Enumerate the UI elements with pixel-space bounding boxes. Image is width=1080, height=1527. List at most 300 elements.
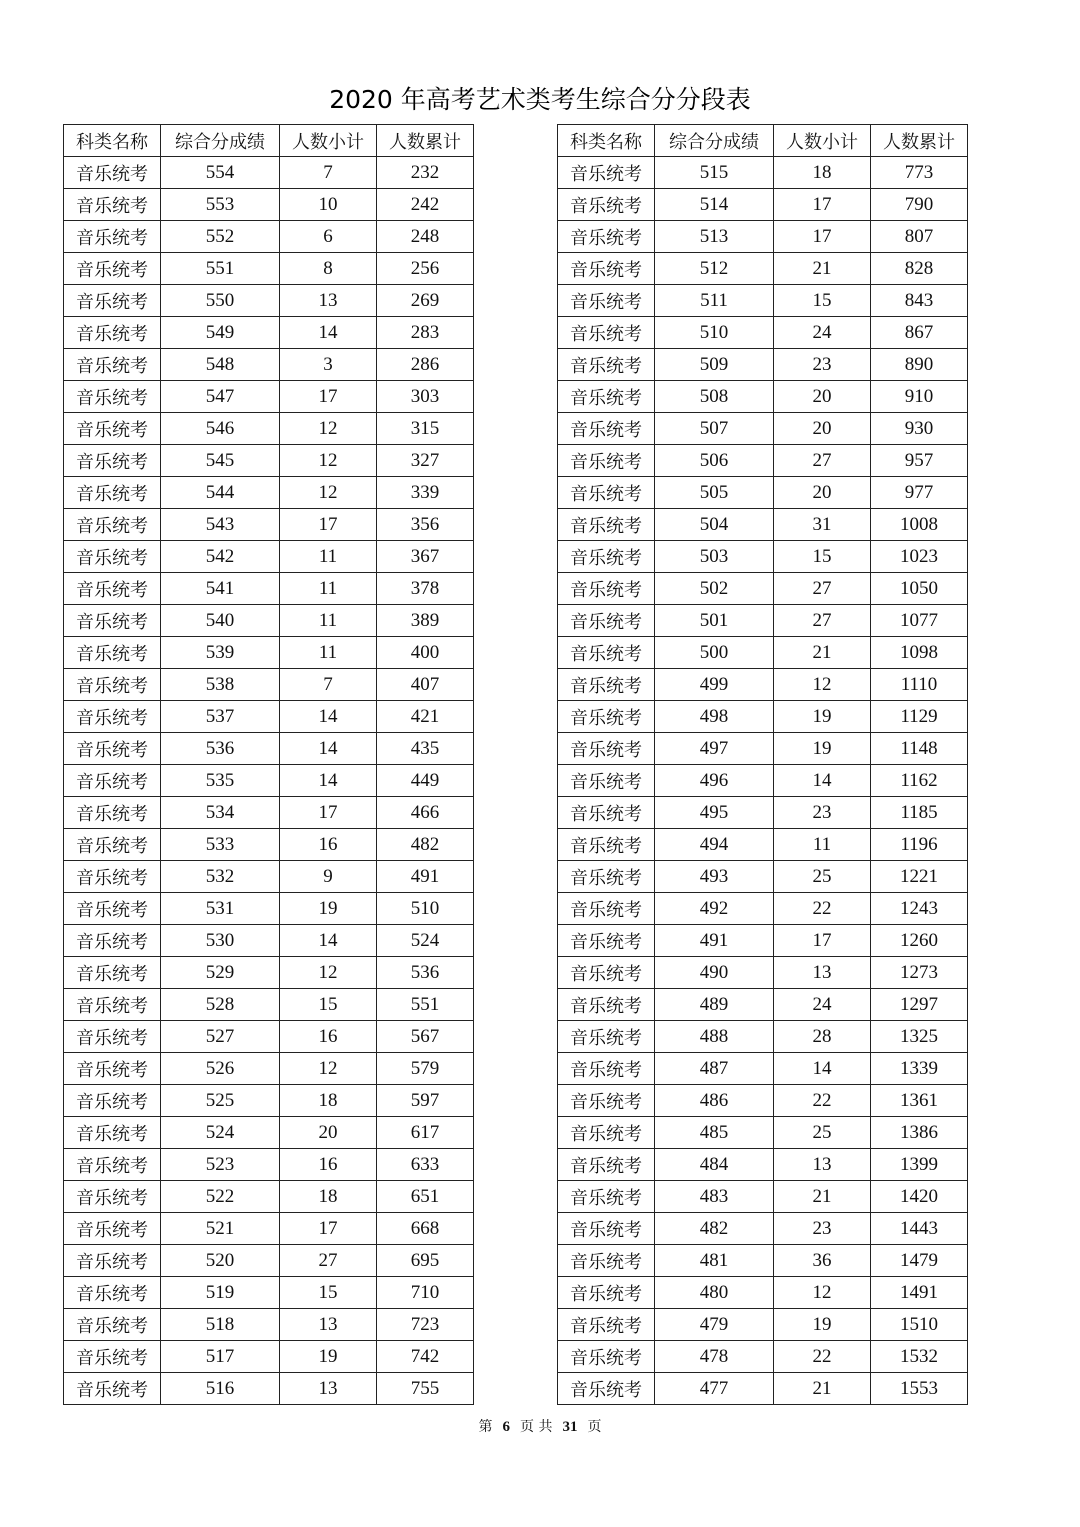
cell-category: 音乐统考 — [64, 925, 161, 957]
cell-cumulative: 449 — [377, 765, 474, 797]
cell-category: 音乐统考 — [558, 157, 655, 189]
table-row — [558, 765, 968, 797]
cell-cumulative: 256 — [377, 253, 474, 285]
cell-score: 482 — [655, 1213, 774, 1245]
cell-count: 14 — [280, 317, 377, 349]
table-row — [558, 797, 968, 829]
cell-category: 音乐统考 — [64, 1181, 161, 1213]
cell-category: 音乐统考 — [64, 829, 161, 861]
cell-category: 音乐统考 — [64, 1053, 161, 1085]
cell-score: 522 — [161, 1181, 280, 1213]
cell-category: 音乐统考 — [64, 1309, 161, 1341]
cell-score: 509 — [655, 349, 774, 381]
cell-count: 6 — [280, 221, 377, 253]
cell-cumulative: 303 — [377, 381, 474, 413]
cell-count: 11 — [280, 637, 377, 669]
cell-cumulative: 597 — [377, 1085, 474, 1117]
cell-count: 21 — [774, 253, 871, 285]
cell-cumulative: 435 — [377, 733, 474, 765]
cell-category: 音乐统考 — [64, 285, 161, 317]
cell-cumulative: 1339 — [871, 1053, 968, 1085]
table-row — [64, 797, 474, 829]
cell-cumulative: 723 — [377, 1309, 474, 1341]
table-row — [64, 381, 474, 413]
table-row — [64, 765, 474, 797]
cell-category: 音乐统考 — [558, 541, 655, 573]
cell-category: 音乐统考 — [558, 573, 655, 605]
cell-score: 529 — [161, 957, 280, 989]
table-row — [558, 1053, 968, 1085]
cell-category: 音乐统考 — [64, 957, 161, 989]
cell-category: 音乐统考 — [558, 1373, 655, 1405]
cell-score: 527 — [161, 1021, 280, 1053]
table-row — [64, 989, 474, 1021]
cell-cumulative: 867 — [871, 317, 968, 349]
cell-score: 520 — [161, 1245, 280, 1277]
cell-count: 12 — [280, 477, 377, 509]
header-category: 科类名称 — [64, 125, 161, 157]
cell-category: 音乐统考 — [558, 605, 655, 637]
cell-cumulative: 421 — [377, 701, 474, 733]
cell-score: 491 — [655, 925, 774, 957]
table-row — [64, 349, 474, 381]
cell-count: 21 — [774, 637, 871, 669]
cell-count: 12 — [774, 669, 871, 701]
table-row — [558, 445, 968, 477]
cell-score: 540 — [161, 605, 280, 637]
table-row — [558, 1341, 968, 1373]
cell-count: 8 — [280, 253, 377, 285]
cell-score: 518 — [161, 1309, 280, 1341]
cell-count: 16 — [280, 829, 377, 861]
footer-suffix: 页 — [587, 1419, 602, 1435]
cell-score: 550 — [161, 285, 280, 317]
cell-count: 22 — [774, 1085, 871, 1117]
table-row — [64, 605, 474, 637]
table-row — [64, 701, 474, 733]
table-row — [64, 1277, 474, 1309]
cell-count: 11 — [280, 541, 377, 573]
cell-category: 音乐统考 — [558, 1181, 655, 1213]
cell-cumulative: 828 — [871, 253, 968, 285]
cell-category: 音乐统考 — [64, 157, 161, 189]
cell-score: 549 — [161, 317, 280, 349]
table-row — [558, 733, 968, 765]
cell-score: 519 — [161, 1277, 280, 1309]
cell-count: 22 — [774, 1341, 871, 1373]
cell-cumulative: 790 — [871, 189, 968, 221]
cell-cumulative: 1129 — [871, 701, 968, 733]
cell-score: 505 — [655, 477, 774, 509]
cell-count: 13 — [774, 957, 871, 989]
cell-score: 503 — [655, 541, 774, 573]
cell-cumulative: 389 — [377, 605, 474, 637]
cell-count: 23 — [774, 1213, 871, 1245]
cell-count: 31 — [774, 509, 871, 541]
cell-score: 528 — [161, 989, 280, 1021]
header-category: 科类名称 — [558, 125, 655, 157]
footer-mid: 页 共 — [520, 1419, 553, 1435]
cell-count: 11 — [280, 573, 377, 605]
table-row — [558, 1213, 968, 1245]
cell-score: 547 — [161, 381, 280, 413]
cell-cumulative: 1162 — [871, 765, 968, 797]
cell-cumulative: 977 — [871, 477, 968, 509]
cell-count: 22 — [774, 893, 871, 925]
cell-category: 音乐统考 — [558, 797, 655, 829]
cell-cumulative: 400 — [377, 637, 474, 669]
cell-cumulative: 1148 — [871, 733, 968, 765]
cell-cumulative: 1221 — [871, 861, 968, 893]
cell-count: 12 — [280, 957, 377, 989]
cell-score: 486 — [655, 1085, 774, 1117]
page-footer — [0, 1416, 1080, 1438]
cell-score: 489 — [655, 989, 774, 1021]
cell-cumulative: 695 — [377, 1245, 474, 1277]
cell-count: 24 — [774, 317, 871, 349]
table-row — [558, 1085, 968, 1117]
cell-cumulative: 1110 — [871, 669, 968, 701]
table-row — [558, 349, 968, 381]
table-row — [64, 1021, 474, 1053]
table-row — [64, 189, 474, 221]
cell-cumulative: 617 — [377, 1117, 474, 1149]
cell-score: 554 — [161, 157, 280, 189]
cell-score: 544 — [161, 477, 280, 509]
cell-cumulative: 286 — [377, 349, 474, 381]
cell-cumulative: 1023 — [871, 541, 968, 573]
page-title: 2020 年高考艺术类考生综合分分段表 — [329, 85, 751, 114]
cell-count: 21 — [774, 1373, 871, 1405]
cell-count: 14 — [280, 733, 377, 765]
cell-cumulative: 510 — [377, 893, 474, 925]
cell-score: 485 — [655, 1117, 774, 1149]
cell-count: 13 — [280, 285, 377, 317]
cell-score: 545 — [161, 445, 280, 477]
cell-score: 487 — [655, 1053, 774, 1085]
cell-category: 音乐统考 — [558, 989, 655, 1021]
cell-count: 19 — [280, 893, 377, 925]
cell-score: 514 — [655, 189, 774, 221]
cell-score: 510 — [655, 317, 774, 349]
cell-count: 15 — [774, 541, 871, 573]
cell-count: 19 — [280, 1341, 377, 1373]
cell-category: 音乐统考 — [64, 1341, 161, 1373]
table-row — [64, 1085, 474, 1117]
cell-score: 538 — [161, 669, 280, 701]
cell-count: 14 — [280, 701, 377, 733]
table-row — [64, 957, 474, 989]
cell-score: 504 — [655, 509, 774, 541]
cell-score: 506 — [655, 445, 774, 477]
cell-score: 478 — [655, 1341, 774, 1373]
table-row — [558, 605, 968, 637]
cell-count: 23 — [774, 797, 871, 829]
cell-score: 536 — [161, 733, 280, 765]
cell-cumulative: 1196 — [871, 829, 968, 861]
cell-cumulative: 579 — [377, 1053, 474, 1085]
table-row — [64, 445, 474, 477]
cell-count: 17 — [280, 1213, 377, 1245]
cell-cumulative: 1243 — [871, 893, 968, 925]
table-row — [64, 221, 474, 253]
table-header-row — [64, 125, 474, 157]
table-row — [558, 1309, 968, 1341]
table-row — [64, 1181, 474, 1213]
cell-cumulative: 1008 — [871, 509, 968, 541]
table-row — [558, 957, 968, 989]
cell-cumulative: 1532 — [871, 1341, 968, 1373]
cell-category: 音乐统考 — [64, 1373, 161, 1405]
table-row — [558, 413, 968, 445]
cell-category: 音乐统考 — [558, 893, 655, 925]
cell-score: 512 — [655, 253, 774, 285]
cell-category: 音乐统考 — [558, 701, 655, 733]
cell-count: 15 — [774, 285, 871, 317]
cell-score: 498 — [655, 701, 774, 733]
cell-cumulative: 1273 — [871, 957, 968, 989]
table-row — [64, 733, 474, 765]
table-row — [64, 573, 474, 605]
footer-total-pages: 31 — [562, 1419, 578, 1435]
cell-count: 25 — [774, 861, 871, 893]
cell-score: 481 — [655, 1245, 774, 1277]
cell-category: 音乐统考 — [558, 925, 655, 957]
cell-score: 531 — [161, 893, 280, 925]
cell-score: 526 — [161, 1053, 280, 1085]
footer-page-number: 6 — [502, 1419, 511, 1435]
cell-category: 音乐统考 — [64, 253, 161, 285]
table-row — [64, 829, 474, 861]
cell-score: 483 — [655, 1181, 774, 1213]
table-row — [558, 189, 968, 221]
cell-count: 28 — [774, 1021, 871, 1053]
cell-cumulative: 339 — [377, 477, 474, 509]
cell-score: 508 — [655, 381, 774, 413]
score-table-right — [557, 124, 968, 1405]
cell-category: 音乐统考 — [64, 573, 161, 605]
table-row — [558, 381, 968, 413]
table-row — [64, 317, 474, 349]
cell-category: 音乐统考 — [64, 797, 161, 829]
cell-score: 492 — [655, 893, 774, 925]
cell-category: 音乐统考 — [64, 1021, 161, 1053]
cell-count: 12 — [280, 413, 377, 445]
cell-cumulative: 807 — [871, 221, 968, 253]
cell-category: 音乐统考 — [64, 509, 161, 541]
cell-category: 音乐统考 — [64, 1117, 161, 1149]
cell-category: 音乐统考 — [558, 669, 655, 701]
cell-cumulative: 633 — [377, 1149, 474, 1181]
cell-cumulative: 843 — [871, 285, 968, 317]
cell-score: 534 — [161, 797, 280, 829]
table-row — [558, 573, 968, 605]
cell-category: 音乐统考 — [64, 1213, 161, 1245]
table-row — [558, 317, 968, 349]
cell-count: 20 — [280, 1117, 377, 1149]
cell-count: 17 — [280, 381, 377, 413]
cell-category: 音乐统考 — [64, 701, 161, 733]
cell-score: 533 — [161, 829, 280, 861]
table-row — [64, 1117, 474, 1149]
table-row — [64, 637, 474, 669]
table-row — [64, 285, 474, 317]
table-row — [558, 893, 968, 925]
cell-count: 24 — [774, 989, 871, 1021]
cell-count: 17 — [280, 509, 377, 541]
cell-category: 音乐统考 — [64, 1277, 161, 1309]
cell-cumulative: 1479 — [871, 1245, 968, 1277]
cell-cumulative: 1297 — [871, 989, 968, 1021]
cell-count: 18 — [280, 1085, 377, 1117]
cell-count: 12 — [280, 1053, 377, 1085]
cell-score: 548 — [161, 349, 280, 381]
cell-count: 12 — [280, 445, 377, 477]
header-score: 综合分成绩 — [161, 125, 280, 157]
header-cumulative: 人数累计 — [871, 125, 968, 157]
header-cumulative: 人数累计 — [377, 125, 474, 157]
cell-cumulative: 1553 — [871, 1373, 968, 1405]
cell-count: 15 — [280, 1277, 377, 1309]
cell-count: 36 — [774, 1245, 871, 1277]
cell-count: 14 — [280, 925, 377, 957]
cell-category: 音乐统考 — [558, 829, 655, 861]
cell-cumulative: 491 — [377, 861, 474, 893]
cell-count: 19 — [774, 701, 871, 733]
cell-score: 501 — [655, 605, 774, 637]
cell-cumulative: 930 — [871, 413, 968, 445]
cell-score: 553 — [161, 189, 280, 221]
cell-cumulative: 407 — [377, 669, 474, 701]
table-row — [558, 285, 968, 317]
header-count: 人数小计 — [774, 125, 871, 157]
cell-score: 513 — [655, 221, 774, 253]
table-row — [558, 637, 968, 669]
cell-category: 音乐统考 — [64, 669, 161, 701]
cell-score: 530 — [161, 925, 280, 957]
cell-count: 18 — [280, 1181, 377, 1213]
table-row — [64, 1373, 474, 1405]
cell-cumulative: 755 — [377, 1373, 474, 1405]
cell-category: 音乐统考 — [64, 221, 161, 253]
cell-count: 21 — [774, 1181, 871, 1213]
cell-count: 13 — [280, 1373, 377, 1405]
cell-count: 9 — [280, 861, 377, 893]
cell-score: 552 — [161, 221, 280, 253]
header-count: 人数小计 — [280, 125, 377, 157]
cell-category: 音乐统考 — [558, 477, 655, 509]
table-body-right — [558, 157, 968, 1405]
table-row — [558, 221, 968, 253]
table-row — [558, 1021, 968, 1053]
cell-category: 音乐统考 — [558, 957, 655, 989]
table-row — [558, 541, 968, 573]
cell-score: 497 — [655, 733, 774, 765]
cell-cumulative: 1077 — [871, 605, 968, 637]
cell-cumulative: 957 — [871, 445, 968, 477]
table-row — [558, 253, 968, 285]
cell-cumulative: 1098 — [871, 637, 968, 669]
cell-count: 17 — [774, 221, 871, 253]
cell-category: 音乐统考 — [558, 413, 655, 445]
cell-count: 15 — [280, 989, 377, 1021]
cell-score: 535 — [161, 765, 280, 797]
cell-count: 23 — [774, 349, 871, 381]
cell-score: 479 — [655, 1309, 774, 1341]
table-row — [64, 861, 474, 893]
table-row — [64, 925, 474, 957]
cell-cumulative: 482 — [377, 829, 474, 861]
cell-score: 551 — [161, 253, 280, 285]
cell-cumulative: 773 — [871, 157, 968, 189]
cell-cumulative: 1361 — [871, 1085, 968, 1117]
table-header-row — [558, 125, 968, 157]
cell-category: 音乐统考 — [558, 1245, 655, 1277]
cell-count: 14 — [280, 765, 377, 797]
cell-category: 音乐统考 — [558, 317, 655, 349]
table-row — [558, 1117, 968, 1149]
cell-score: 546 — [161, 413, 280, 445]
table-row — [64, 1341, 474, 1373]
cell-score: 516 — [161, 1373, 280, 1405]
score-table-left — [63, 124, 474, 1405]
cell-score: 524 — [161, 1117, 280, 1149]
cell-count: 12 — [774, 1277, 871, 1309]
cell-category: 音乐统考 — [64, 189, 161, 221]
cell-category: 音乐统考 — [64, 413, 161, 445]
cell-category: 音乐统考 — [558, 1213, 655, 1245]
table-row — [558, 701, 968, 733]
cell-category: 音乐统考 — [558, 1309, 655, 1341]
cell-category: 音乐统考 — [64, 349, 161, 381]
cell-cumulative: 356 — [377, 509, 474, 541]
cell-score: 488 — [655, 1021, 774, 1053]
table-row — [64, 1053, 474, 1085]
cell-cumulative: 668 — [377, 1213, 474, 1245]
cell-category: 音乐统考 — [558, 1085, 655, 1117]
cell-cumulative: 1325 — [871, 1021, 968, 1053]
cell-count: 11 — [774, 829, 871, 861]
cell-score: 477 — [655, 1373, 774, 1405]
cell-count: 20 — [774, 477, 871, 509]
cell-category: 音乐统考 — [64, 381, 161, 413]
footer-prefix: 第 — [478, 1419, 493, 1435]
cell-score: 499 — [655, 669, 774, 701]
cell-category: 音乐统考 — [64, 1085, 161, 1117]
cell-cumulative: 327 — [377, 445, 474, 477]
cell-category: 音乐统考 — [558, 445, 655, 477]
cell-category: 音乐统考 — [558, 637, 655, 669]
table-row — [64, 477, 474, 509]
cell-category: 音乐统考 — [64, 477, 161, 509]
table-row — [558, 1245, 968, 1277]
table-row — [64, 157, 474, 189]
cell-score: 515 — [655, 157, 774, 189]
cell-count: 11 — [280, 605, 377, 637]
cell-score: 523 — [161, 1149, 280, 1181]
cell-score: 521 — [161, 1213, 280, 1245]
cell-category: 音乐统考 — [558, 349, 655, 381]
cell-score: 502 — [655, 573, 774, 605]
table-row — [64, 893, 474, 925]
cell-count: 27 — [774, 605, 871, 637]
cell-score: 541 — [161, 573, 280, 605]
table-row — [64, 413, 474, 445]
cell-count: 17 — [280, 797, 377, 829]
cell-cumulative: 551 — [377, 989, 474, 1021]
cell-category: 音乐统考 — [64, 861, 161, 893]
cell-category: 音乐统考 — [558, 1277, 655, 1309]
